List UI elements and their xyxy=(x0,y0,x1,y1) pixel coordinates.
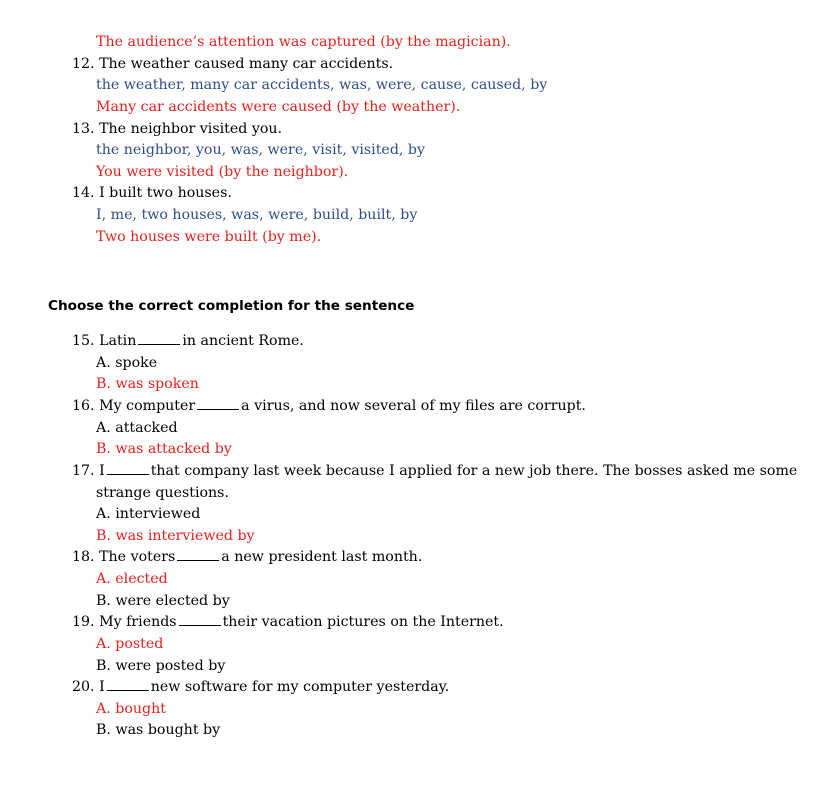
answer-11: The audience’s attention was captured (by the magician). xyxy=(96,34,511,50)
answer-12: Many car accidents were caused (by the weather). xyxy=(96,99,461,115)
option-20-a: A. bought xyxy=(96,701,166,717)
option-18-b: B. were elected by xyxy=(96,593,230,609)
question-16-pre: 16. My computer xyxy=(72,398,196,414)
question-20 xyxy=(72,678,449,696)
answer-13: You were visited (by the neighbor). xyxy=(96,164,349,180)
question-17-post: that company last week because I applied for a new job there. The bosses asked me some xyxy=(150,463,798,479)
question-20-post: new software for my computer yesterday. xyxy=(150,679,450,695)
option-20-b: B. was bought by xyxy=(96,722,221,738)
blank-16 xyxy=(197,397,239,410)
question-16-post: a virus, and now several of my files are corrupt. xyxy=(241,398,586,414)
question-15-post: in ancient Rome. xyxy=(182,333,304,349)
question-19-pre: 19. My friends xyxy=(72,614,177,630)
word-bank-14: I, me, two houses, was, were, build, built, by xyxy=(96,207,418,223)
question-20-pre: 20. I xyxy=(72,679,105,695)
option-16-a: A. attacked xyxy=(96,420,178,436)
blank-18 xyxy=(177,548,219,561)
option-18-a: A. elected xyxy=(96,571,168,587)
option-15-b: B. was spoken xyxy=(96,376,199,392)
word-bank-12: the weather, many car accidents, was, were, cause, caused, by xyxy=(96,77,548,93)
question-18-pre: 18. The voters xyxy=(72,549,176,565)
question-17-continued: strange questions. xyxy=(96,485,229,501)
option-19-b: B. were posted by xyxy=(96,658,226,674)
question-19-post: their vacation pictures on the Internet. xyxy=(222,614,504,630)
option-16-b: B. was attacked by xyxy=(96,441,232,457)
question-18-post: a new president last month. xyxy=(221,549,423,565)
section-title: Choose the correct completion for the sentence xyxy=(48,298,415,314)
option-19-a: A. posted xyxy=(96,636,164,652)
blank-15 xyxy=(138,332,180,345)
question-14: 14. I built two houses. xyxy=(72,185,232,201)
blank-20 xyxy=(107,678,149,691)
answer-14: Two houses were built (by me). xyxy=(96,229,322,245)
blank-19 xyxy=(179,613,221,626)
question-16 xyxy=(72,397,586,415)
question-13: 13. The neighbor visited you. xyxy=(72,121,283,137)
option-17-a: A. interviewed xyxy=(96,506,201,522)
question-18 xyxy=(72,548,422,566)
question-15 xyxy=(72,332,304,350)
option-15-a: A. spoke xyxy=(96,355,158,371)
question-15-pre: 15. Latin xyxy=(72,333,137,349)
blank-17 xyxy=(107,462,149,475)
question-17-pre: 17. I xyxy=(72,463,105,479)
question-19 xyxy=(72,613,504,631)
question-12: 12. The weather caused many car accidents. xyxy=(72,56,394,72)
word-bank-13: the neighbor, you, was, were, visit, visited, by xyxy=(96,142,426,158)
option-17-b: B. was interviewed by xyxy=(96,528,255,544)
question-17 xyxy=(72,462,797,480)
